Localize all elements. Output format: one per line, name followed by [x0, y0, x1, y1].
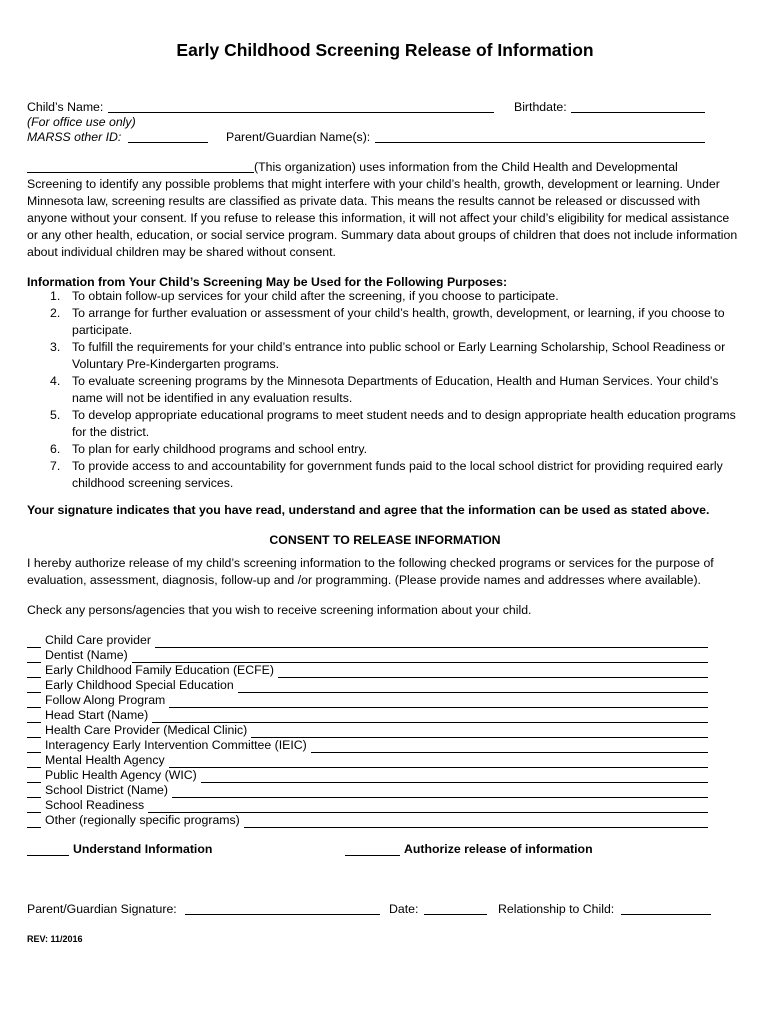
recipient-row[interactable]: Head Start (Name)	[27, 708, 708, 723]
intro-lead: (This organization) uses information from the Child Health and Developmental	[254, 160, 678, 174]
recipient-row[interactable]: Dentist (Name)	[27, 648, 708, 663]
list-item: 2. To arrange for further evaluation or assessment of your child’s health, growth, development, or learning, if you choose to participate.	[50, 306, 725, 337]
recipient-detail-field[interactable]	[169, 695, 708, 708]
recipient-row[interactable]: Early Childhood Family Education (ECFE)	[27, 663, 708, 678]
recipient-detail-field[interactable]	[169, 755, 708, 768]
list-item: 3. To fulfill the requirements for your child’s entrance into public school or Early Learning Scholarship, School Readiness or Voluntary Pre-Kindergarten programs.	[50, 340, 726, 371]
intro-body: Screening to identify any possible problems that might interfere with your child’s health, growth, development or learning. Under Minnesota law, screening results are classified as private data. This means the results cannot be released or discussed with anyone without your consent. If you refuse to release this information, it will not affect your child’s eligibility for medical assistance or any other health, education, or social service program. Summary data about groups of children that does not include information about individual children may be shared without consent.	[27, 177, 738, 259]
recipient-detail-field[interactable]	[132, 650, 708, 663]
recipient-detail-field[interactable]	[201, 770, 708, 783]
birthdate-label: Birthdate:	[514, 100, 567, 114]
checkbox-blank[interactable]	[27, 726, 41, 738]
authorize-checkbox-blank[interactable]	[345, 855, 400, 856]
recipient-detail-field[interactable]	[152, 710, 708, 723]
consent-heading: CONSENT TO RELEASE INFORMATION	[269, 533, 501, 547]
recipient-row[interactable]: School District (Name)	[27, 783, 708, 798]
recipient-row[interactable]: Early Childhood Special Education	[27, 678, 708, 693]
organization-name-field[interactable]	[27, 172, 254, 173]
signature-statement: Your signature indicates that you have read, understand and agree that the information can be used as stated above.	[27, 503, 710, 517]
recipient-detail-field[interactable]	[238, 680, 708, 693]
childs-name-field[interactable]	[108, 112, 494, 113]
revision-label: REV: 11/2016	[27, 934, 83, 944]
marss-label: MARSS other ID:	[27, 130, 122, 144]
marss-id-field[interactable]	[128, 142, 208, 143]
authorize-release-label: Authorize release of information	[404, 842, 593, 856]
check-prompt: Check any persons/agencies that you wish to receive screening information about your child.	[27, 603, 532, 617]
checkbox-blank[interactable]	[27, 741, 41, 753]
childs-name-label: Child’s Name:	[27, 100, 104, 114]
checkbox-blank[interactable]	[27, 756, 41, 768]
recipient-row[interactable]: Public Health Agency (WIC)	[27, 768, 708, 783]
recipient-detail-field[interactable]	[251, 725, 708, 738]
recipient-row[interactable]: Follow Along Program	[27, 693, 708, 708]
purposes-heading: Information from Your Child’s Screening May be Used for the Following Purposes:	[27, 275, 508, 289]
recipient-row[interactable]: Health Care Provider (Medical Clinic)	[27, 723, 708, 738]
recipient-detail-field[interactable]	[148, 800, 708, 813]
recipient-row[interactable]: School Readiness	[27, 798, 708, 813]
checkbox-blank[interactable]	[27, 666, 41, 678]
understand-checkbox-blank[interactable]	[27, 855, 69, 856]
recipient-detail-field[interactable]	[172, 785, 708, 798]
guardian-signature-field[interactable]	[185, 914, 380, 915]
understand-information-label: Understand Information	[73, 842, 213, 856]
recipient-detail-field[interactable]	[155, 635, 708, 648]
purposes-list	[27, 288, 747, 492]
birthdate-field[interactable]	[571, 112, 705, 113]
checkbox-blank[interactable]	[27, 816, 41, 828]
list-item: 1. To obtain follow-up services for your child after the screening, if you choose to participate.	[50, 289, 559, 303]
checkbox-blank[interactable]	[27, 636, 41, 648]
list-item: 7. To provide access to and accountability for government funds paid to the local school district for providing required early childhood screening services.	[50, 459, 723, 490]
recipient-detail-field[interactable]	[311, 740, 708, 753]
date-label: Date:	[389, 902, 419, 916]
authorize-text: I hereby authorize release of my child’s screening information to the following checked programs or services for the purpose of evaluation, assessment, diagnosis, follow-up and /or programming. (Please provide names and addresses where available).	[27, 556, 714, 587]
checkbox-blank[interactable]	[27, 771, 41, 783]
office-use-label: (For office use only)	[27, 115, 136, 129]
guardian-signature-label: Parent/Guardian Signature:	[27, 902, 177, 916]
guardian-names-field[interactable]	[375, 142, 705, 143]
checkbox-blank[interactable]	[27, 651, 41, 663]
recipient-detail-field[interactable]	[244, 815, 708, 828]
recipient-detail-field[interactable]	[278, 665, 708, 678]
recipient-row[interactable]: Interagency Early Intervention Committee (IEIC)	[27, 738, 708, 753]
list-item: 5. To develop appropriate educational programs to meet student needs and to design appropriate health education programs for the district.	[50, 408, 736, 439]
checkbox-blank[interactable]	[27, 711, 41, 723]
page-title: Early Childhood Screening Release of Information	[176, 40, 594, 60]
guardian-names-label: Parent/Guardian Name(s):	[226, 130, 371, 144]
checkbox-blank[interactable]	[27, 786, 41, 798]
recipient-row[interactable]: Mental Health Agency	[27, 753, 708, 768]
date-field[interactable]	[424, 914, 487, 915]
list-item: 4. To evaluate screening programs by the Minnesota Departments of Education, Health and Human Services. Your child’s name will not be identified in any evaluation results.	[50, 374, 719, 405]
checkbox-blank[interactable]	[27, 801, 41, 813]
list-item: 6. To plan for early childhood programs and school entry.	[50, 442, 368, 456]
recipient-row[interactable]: Child Care provider	[27, 633, 708, 648]
recipient-row[interactable]: Other (regionally specific programs)	[27, 813, 708, 828]
relationship-field[interactable]	[621, 914, 711, 915]
checkbox-blank[interactable]	[27, 696, 41, 708]
checkbox-blank[interactable]	[27, 681, 41, 693]
relationship-label: Relationship to Child:	[498, 902, 615, 916]
